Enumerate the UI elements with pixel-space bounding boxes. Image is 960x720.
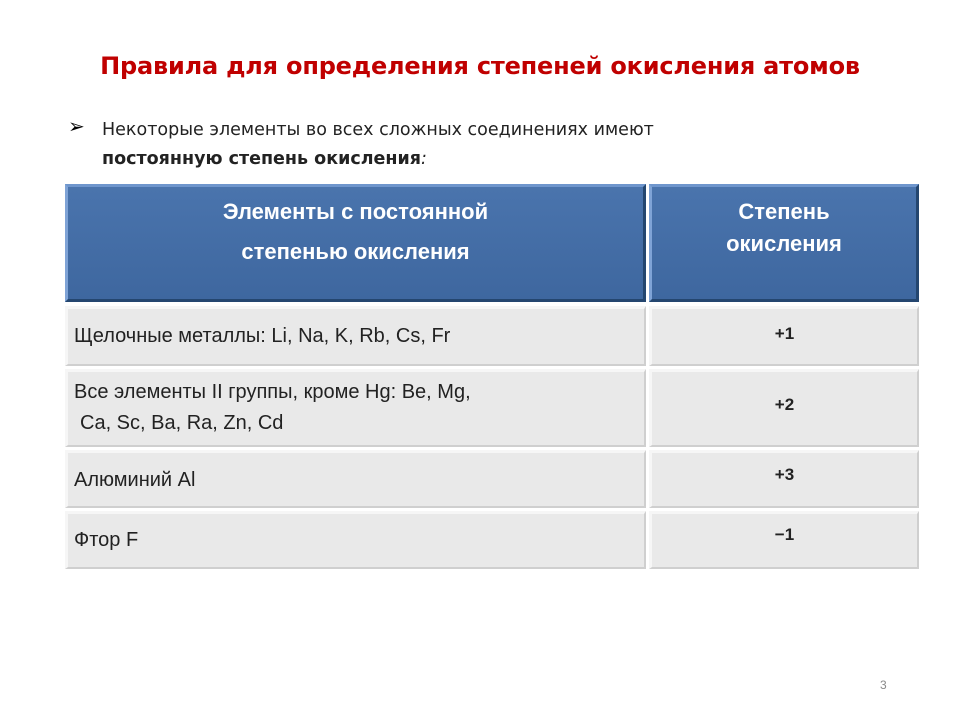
header-state-line-1: Степень <box>738 199 830 224</box>
header-elements-line-1: Элементы с постоянной <box>222 199 489 224</box>
table-row-3-state <box>649 450 919 508</box>
row-2-element-text-2: Ca, Sc, Ba, Ra, Zn, Cd <box>80 412 284 434</box>
row-4-state-text: −1 <box>774 525 795 544</box>
row-1-state-text: +1 <box>774 324 795 343</box>
table-row-1-state <box>649 306 919 366</box>
bullet-text-line-1: Некоторые элементы во всех сложных соединениях имеют <box>102 120 654 140</box>
table-header-elements <box>65 184 646 302</box>
table-row-1-element <box>65 306 646 366</box>
table-row-2-state <box>649 369 919 447</box>
slide-title: Правила для определения степеней окисления атомов <box>100 52 860 80</box>
table-row-3-element <box>65 450 646 508</box>
bullet-text <box>102 116 862 174</box>
row-4-element-text: Фтор F <box>74 529 139 551</box>
arrow-bullet-icon: ➢ <box>68 114 85 138</box>
table-row-4-element <box>65 511 646 569</box>
table-row-2-element <box>65 369 646 447</box>
row-2-state-text: +2 <box>774 395 795 414</box>
bullet-text-colon: : <box>421 149 427 169</box>
header-elements-line-2: степенью окисления <box>241 239 470 264</box>
bullet-text-bold: постоянную степень окисления <box>102 149 421 169</box>
page-number: 3 <box>880 678 887 692</box>
table-row-4-state <box>649 511 919 569</box>
row-1-element-text: Щелочные металлы: Li, Na, K, Rb, Cs, Fr <box>74 325 451 347</box>
row-3-element-text: Алюминий Al <box>74 469 196 491</box>
row-3-state-text: +3 <box>774 465 795 484</box>
row-2-element-text-1: Все элементы II группы, кроме Hg: Be, Mg, <box>74 381 471 403</box>
bullet-text-line-2 <box>102 145 862 174</box>
table-header-state <box>649 184 919 302</box>
header-state-line-2: окисления <box>726 231 842 256</box>
